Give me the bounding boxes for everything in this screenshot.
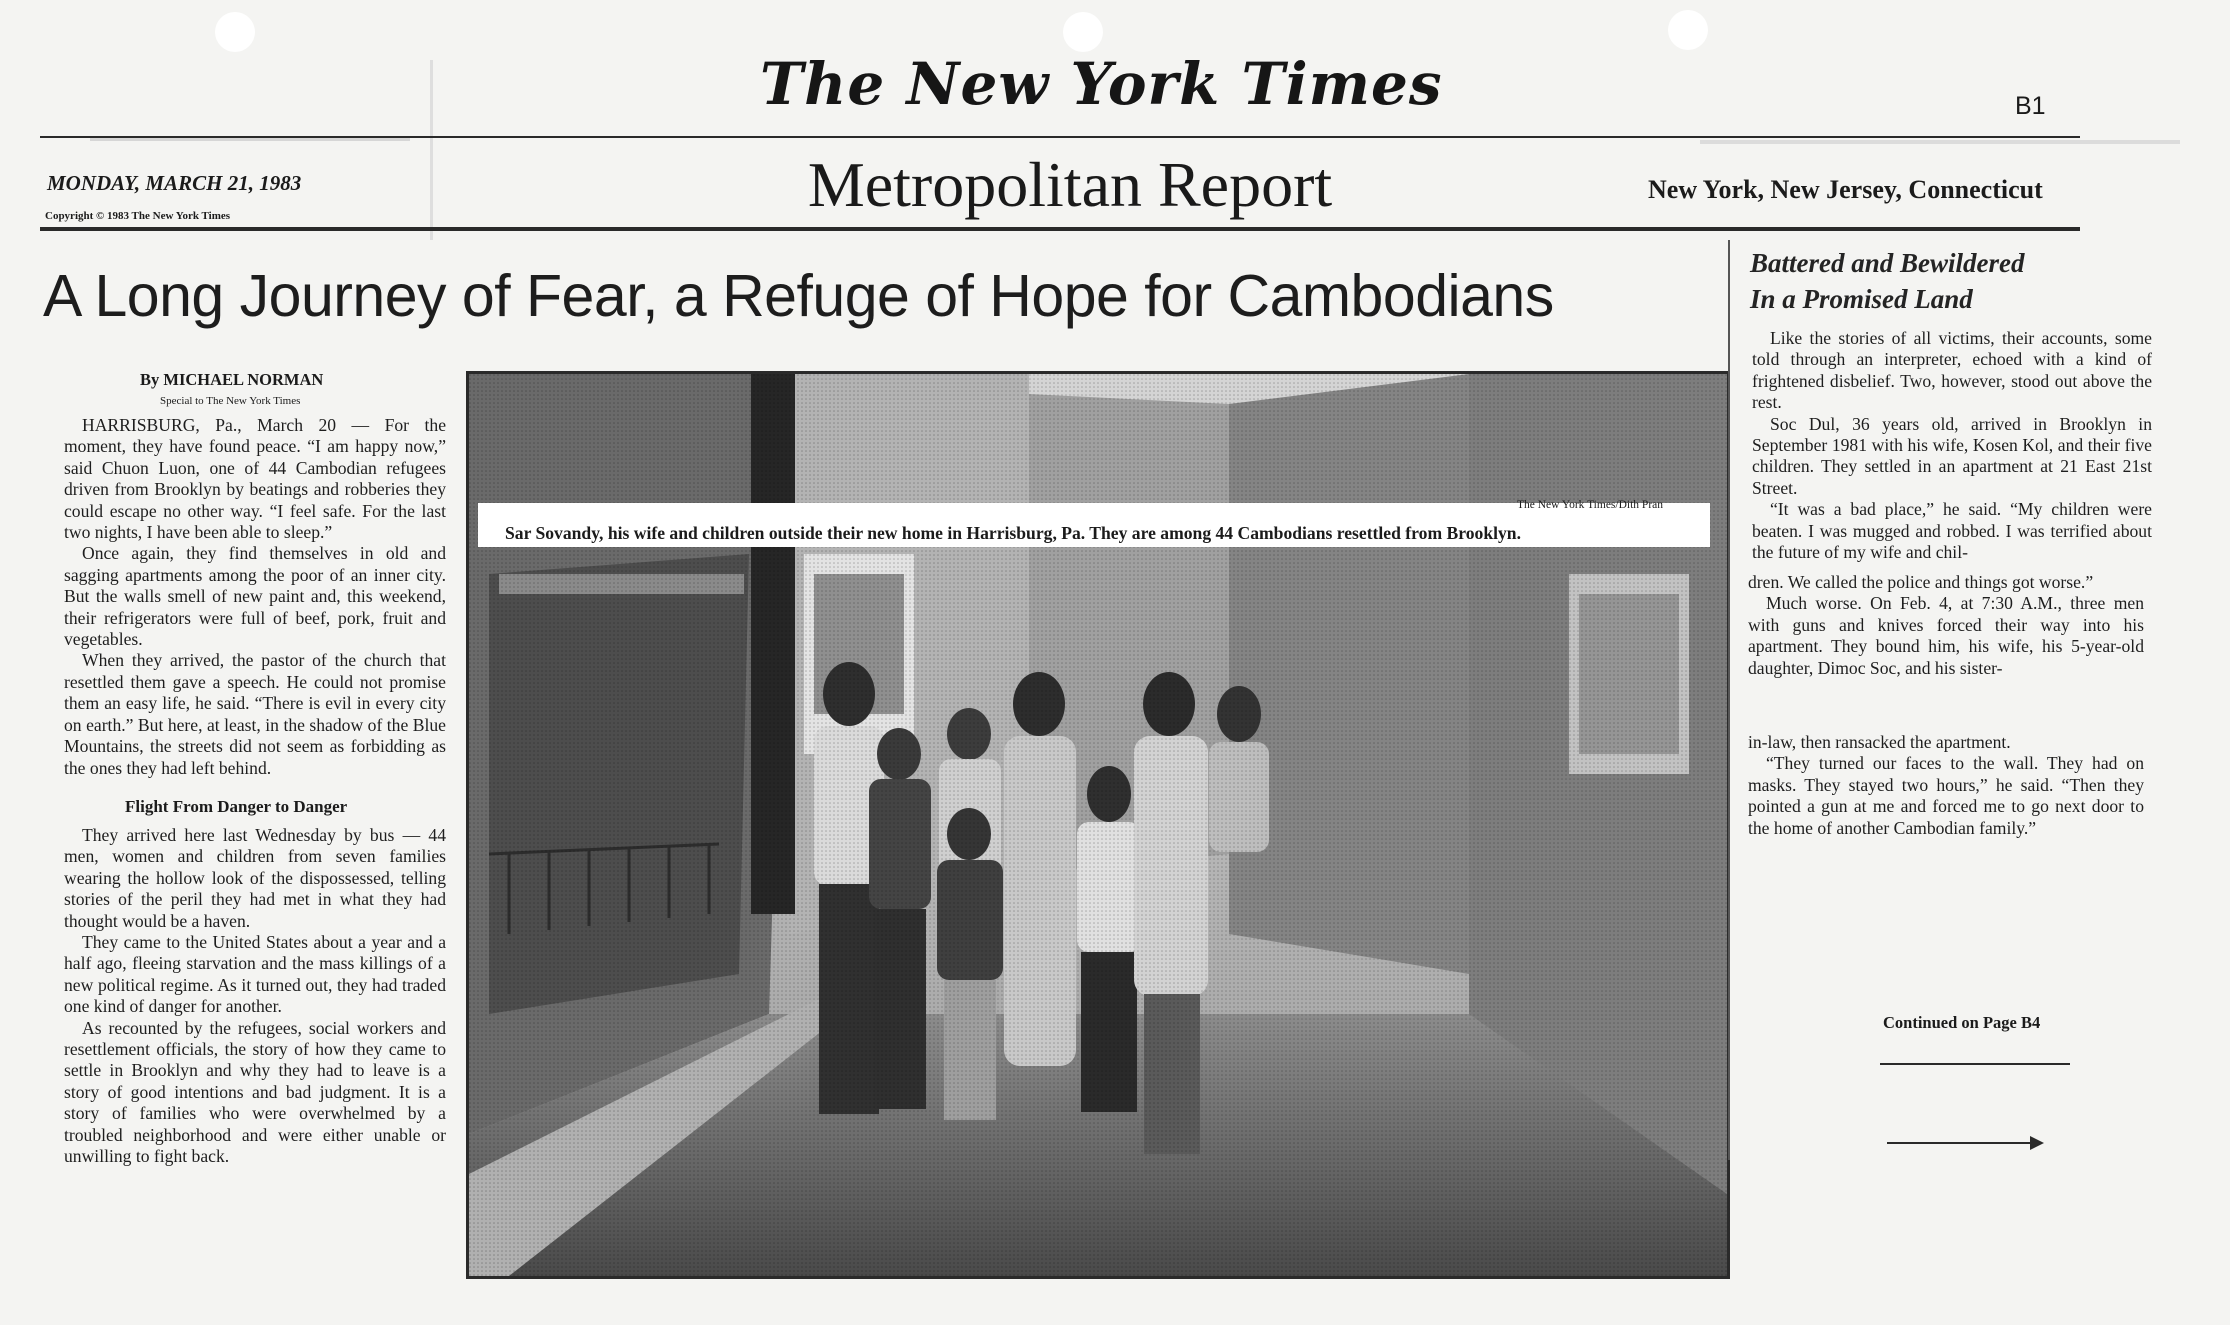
continued-arrow-icon bbox=[2030, 1136, 2044, 1150]
continued-on-page: Continued on Page B4 bbox=[1883, 1013, 2041, 1032]
article-column-2 bbox=[64, 825, 446, 1168]
article-column-1 bbox=[64, 415, 446, 779]
special-credit: Special to The New York Times bbox=[160, 395, 301, 407]
sidebar-paragraph: dren. We called the police and things got worse.” bbox=[1748, 572, 2094, 592]
binder-hole-center bbox=[1063, 12, 1103, 52]
article-paragraph: They came to the United States about a year and a half ago, fleeing starvation and the mass killings of a new political regime. As it turned out, they had traded one kind of danger for another. bbox=[64, 932, 446, 1017]
photo-caption: Sar Sovandy, his wife and children outside their new home in Harrisburg, Pa. They are among 44 Cambodians resettled from Brooklyn. bbox=[505, 523, 1521, 543]
masthead-rule bbox=[40, 136, 2080, 138]
continued-arrow-line bbox=[1887, 1142, 2037, 1144]
section-rule bbox=[40, 227, 2080, 231]
sidebar-paragraph: Soc Dul, 36 years old, arrived in Brooklyn in September 1981 with his wife, Kosen Kol, and their five children. They settled in an apartment at 21 East 21st Street. bbox=[1752, 413, 2152, 498]
binder-hole-left bbox=[215, 12, 255, 52]
issue-date: MONDAY, MARCH 21, 1983 bbox=[47, 171, 302, 195]
sidebar-paragraph: in-law, then ransacked the apartment. bbox=[1748, 732, 2011, 752]
article-paragraph: As recounted by the refugees, social workers and resettlement officials, the story of how they came to settle in Brooklyn and why they had to leave is a story of good intentions and bad judgment. It is a story of families who were overwhelmed by a troubled neighborhood and were either unable or unwilling to fight back. bbox=[64, 1017, 446, 1167]
sidebar-paragraph: “It was a bad place,” he said. “My children were beaten. I was mugged and robbed. I was terrified about the future of my wife and chil- bbox=[1752, 499, 2152, 563]
continued-rule bbox=[1880, 1063, 2070, 1065]
sidebar-text-block-1 bbox=[1752, 328, 2152, 563]
sidebar-headline-line-2: In a Promised Land bbox=[1750, 284, 1973, 314]
article-headline: A Long Journey of Fear, a Refuge of Hope for Cambodians bbox=[43, 263, 1554, 329]
sidebar-headline bbox=[1750, 245, 2024, 317]
photo-credit: The New York Times/Dith Pran bbox=[1517, 499, 1664, 511]
sidebar-text-block-2 bbox=[1748, 572, 2144, 679]
sidebar-paragraph: Like the stories of all victims, their accounts, some told through an interpreter, echoed with a kind of frightened disbelief. Two, however, stood out above the rest. bbox=[1752, 328, 2152, 413]
article-paragraph: HARRISBURG, Pa., March 20 — For the moment, they have found peace. “I am happy now,” said Chuon Luon, one of 44 Cambodian refugees driven from Brooklyn by beatings and robberies they could escape no other way. “I feel safe. For the last two nights, I have been able to sleep.” bbox=[64, 415, 446, 543]
article-paragraph: When they arrived, the pastor of the church that resettled them gave a speech. He could not promise them an easy life, he said. “There is evil in every city on earth.” But here, at least, in the shadow of the Blue Mountains, the streets did not seem as forbidding as the ones they had left behind. bbox=[64, 650, 446, 778]
article-paragraph: Once again, they find themselves in old and sagging apartments among the poor of an inner city. But the walls smell of new paint and, this weekend, their refrigerators were full of beef, pork, fruit and vegetables. bbox=[64, 543, 446, 650]
byline: By MICHAEL NORMAN bbox=[140, 370, 324, 389]
copyright-line: Copyright © 1983 The New York Times bbox=[45, 210, 231, 222]
section-title: Metropolitan Report bbox=[807, 149, 1333, 220]
sidebar-paragraph: Much worse. On Feb. 4, at 7:30 A.M., three men with guns and knives forced their way into his apartment. They bound him, his wife, his 5-year-old daughter, Dimoc Soc, and his sister- bbox=[1748, 593, 2144, 678]
page-number: B1 bbox=[2015, 92, 2046, 120]
masthead-nameplate: The New York Times bbox=[760, 50, 1443, 118]
sidebar-headline-line-1: Battered and Bewildered bbox=[1750, 248, 2025, 278]
sidebar-paragraph: “They turned our faces to the wall. They had on masks. They stayed two hours,” he said. “Then they pointed a gun at me and forced me to go next door to the home of another Cambodian family.” bbox=[1748, 753, 2144, 838]
binder-hole-right bbox=[1668, 10, 1708, 50]
sidebar-divider bbox=[1728, 240, 1730, 1160]
article-subhead: Flight From Danger to Danger bbox=[125, 797, 348, 816]
region-line: New York, New Jersey, Connecticut bbox=[1648, 175, 2043, 204]
article-paragraph: They arrived here last Wednesday by bus — 44 men, women and children from seven families wearing the hollow look of the dispossessed, telling stories of the peril they had met in what they had thought would be a haven. bbox=[64, 825, 446, 931]
sidebar-text-block-3 bbox=[1748, 732, 2144, 839]
